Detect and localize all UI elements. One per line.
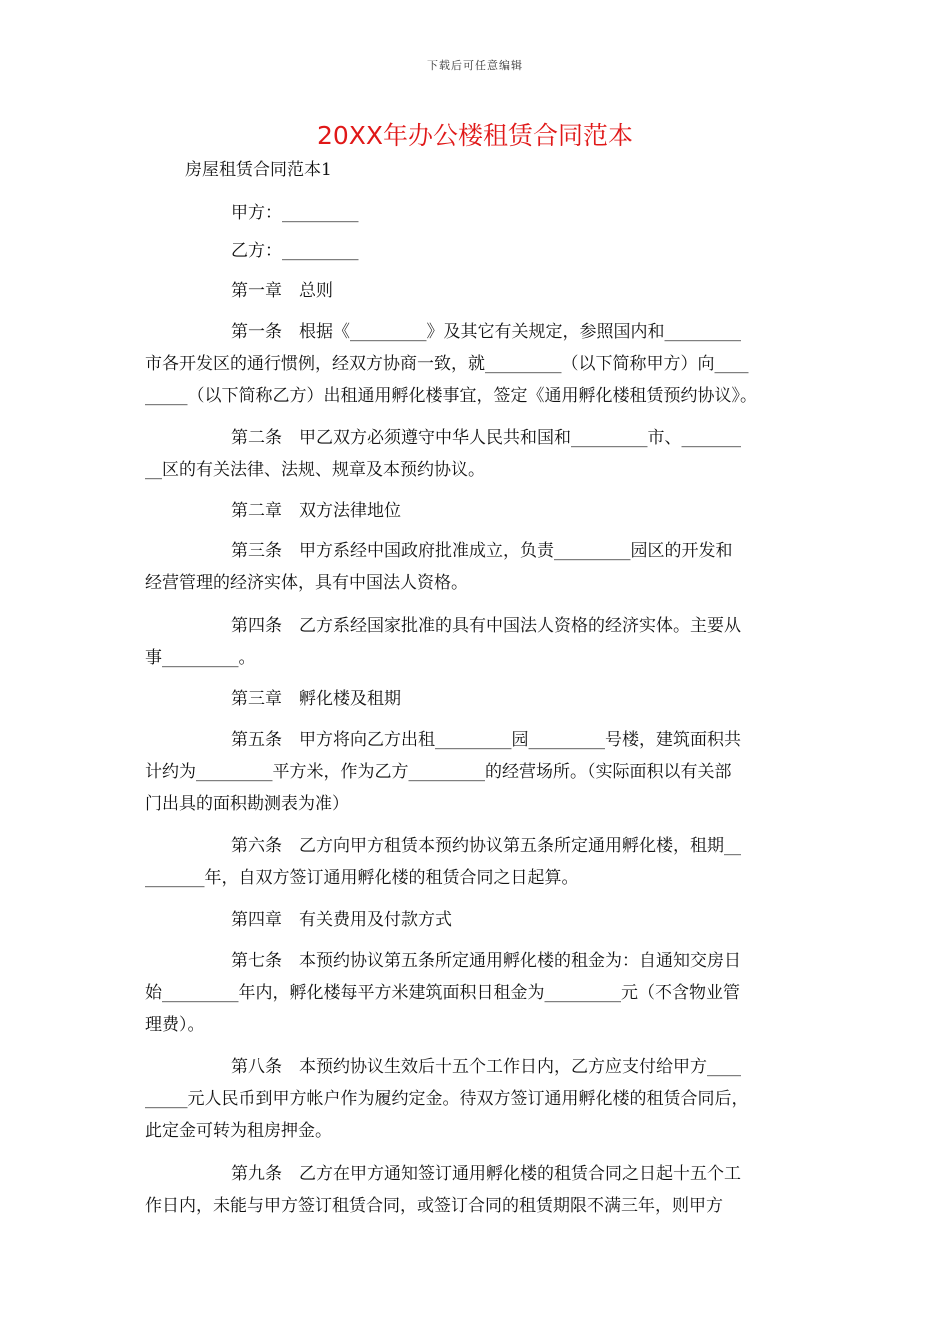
header-note: 下载后可任意编辑 [427,59,523,72]
text-line: _____（以下简称乙方）出租通用孵化楼事宜，签定《通用孵化楼租赁预约协议》。 [145,386,757,406]
text-line: 第三条 甲方系经中国政府批准成立，负责_________园区的开发和 [231,541,733,561]
text-line: 此定金可转为租房押金。 [145,1121,332,1141]
text-line: 始_________年内，孵化楼每平方米建筑面积日租金为_________元（不含物业管 [145,983,740,1003]
text-line: 第二条 甲乙双方必须遵守中华人民共和国和_________市、_______ [231,428,741,448]
text-line: 作日内，未能与甲方签订租赁合同，或签订合同的租赁期限不满三年，则甲方 [145,1196,723,1216]
chapter-heading [145,275,813,307]
text-line: 第五条 甲方将向乙方出租_________园_________号楼，建筑面积共 [231,730,741,750]
text-line: 第一条 根据《_________》及其它有关规定，参照国内和_________ [231,322,741,342]
article-paragraph [145,535,813,599]
text-line: 门出具的面积勘测表为准） [145,794,349,814]
text-line: __区的有关法律、法规、规章及本预约协议。 [145,460,485,480]
text-line: 第六条 乙方向甲方租赁本预约协议第五条所定通用孵化楼，租期__ [231,836,741,856]
article-paragraph [145,1158,813,1222]
text-line: 事_________。 [145,648,256,668]
article-paragraph [145,1051,813,1147]
text-line: 市各开发区的通行惯例，经双方协商一致，就_________（以下简称甲方）向____ [145,354,749,374]
text-line: 甲方：_________ [231,203,359,223]
text-line: 第四条 乙方系经国家批准的具有中国法人资格的经济实体。主要从 [231,616,741,636]
article-paragraph [145,724,813,820]
article-paragraph [145,830,813,894]
chapter-heading [145,683,813,715]
party-b-line [145,235,813,267]
document-title: 20XX年办公楼租赁合同范本 [316,121,634,150]
text-line: 第三章 孵化楼及租期 [231,689,401,709]
text-line: 第四章 有关费用及付款方式 [231,910,452,930]
text-line: 计约为_________平方米，作为乙方_________的经营场所。（实际面积以有关部 [145,762,732,782]
article-paragraph [145,422,813,486]
text-line: 乙方：_________ [231,241,359,261]
article-paragraph [145,316,813,412]
text-line: 经营管理的经济实体，具有中国法人资格。 [145,573,468,593]
chapter-heading [145,904,813,936]
text-line: 第九条 乙方在甲方通知签订通用孵化楼的租赁合同之日起十五个工 [231,1164,741,1184]
text-line: 第二章 双方法律地位 [231,501,401,521]
article-paragraph [145,945,813,1041]
article-paragraph [145,610,813,674]
chapter-heading [145,495,813,527]
text-line: _____元人民币到甲方帐户作为履约定金。待双方签订通用孵化楼的租赁合同后， [145,1089,749,1109]
text-line: 第一章 总则 [231,281,333,301]
text-line: 理费）。 [145,1015,205,1035]
text-line: 第八条 本预约协议生效后十五个工作日内，乙方应支付给甲方____ [231,1057,741,1077]
party-a-line [145,197,813,229]
document-subtitle: 房屋租赁合同范本1 [185,160,332,180]
text-line: _______年，自双方签订通用孵化楼的租赁合同之日起算。 [145,868,579,888]
text-line: 第七条 本预约协议第五条所定通用孵化楼的租金为：自通知交房日 [231,951,741,971]
